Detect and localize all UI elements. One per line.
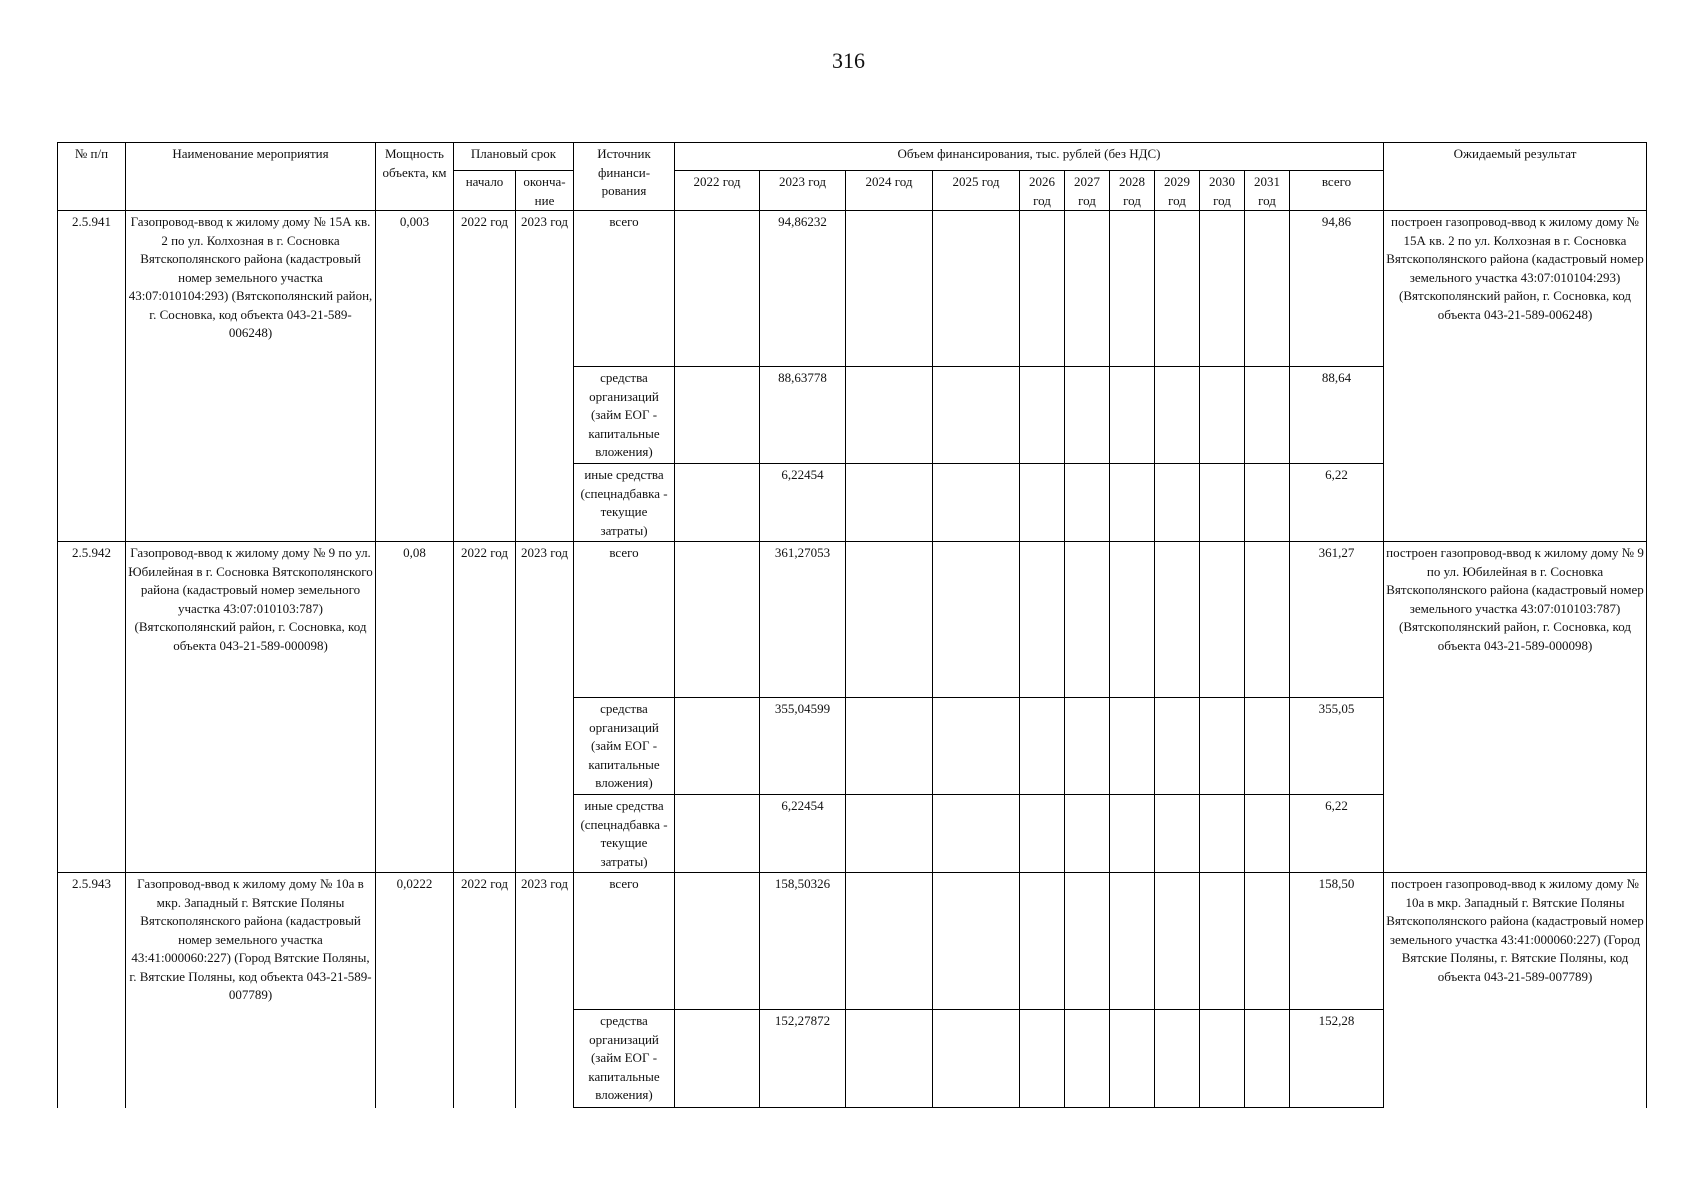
value-empty — [1200, 367, 1245, 464]
value-empty — [933, 464, 1020, 542]
value-empty — [1245, 873, 1290, 1010]
source-label: средства организаций (займ ЕОГ - капитальные вложения) — [574, 367, 675, 464]
header-term: Плановый срок — [454, 143, 574, 171]
header-year: 2028 год — [1110, 171, 1155, 211]
row-start: 2022 год — [454, 873, 516, 1108]
value-empty — [1245, 1010, 1290, 1108]
value-empty — [933, 367, 1020, 464]
value-empty — [1020, 795, 1065, 873]
header-year: 2030 год — [1200, 171, 1245, 211]
value-total: 152,28 — [1290, 1010, 1384, 1108]
value-2023: 361,27053 — [760, 542, 846, 698]
value-empty — [933, 542, 1020, 698]
value-2022 — [675, 873, 760, 1010]
header-result: Ожидаемый результат — [1384, 143, 1647, 211]
value-empty — [1200, 1010, 1245, 1108]
source-label: всего — [574, 873, 675, 1010]
value-empty — [1200, 211, 1245, 367]
value-empty — [846, 873, 933, 1010]
source-label: всего — [574, 211, 675, 367]
table-row — [58, 542, 1647, 698]
value-empty — [1065, 542, 1110, 698]
value-empty — [1110, 698, 1155, 795]
source-label: иные средства (спецнадбавка - текущие затраты) — [574, 795, 675, 873]
value-empty — [1155, 873, 1200, 1010]
value-total: 6,22 — [1290, 795, 1384, 873]
header-name: Наименование мероприятия — [126, 143, 376, 211]
value-empty — [1155, 1010, 1200, 1108]
value-empty — [1110, 367, 1155, 464]
header-year: 2023 год — [760, 171, 846, 211]
row-end: 2023 год — [516, 542, 574, 873]
value-empty — [1110, 464, 1155, 542]
value-empty — [1200, 464, 1245, 542]
value-empty — [1020, 367, 1065, 464]
value-empty — [933, 1010, 1020, 1108]
value-empty — [1065, 1010, 1110, 1108]
value-empty — [933, 873, 1020, 1010]
row-name: Газопровод-ввод к жилому дому № 10а в мкр. Западный г. Вятские Поляны Вятскополянского района (кадастровый номер земельного участка 43:41:000060:227) (Город Вятские Поляны, г. Вятские Поляны, код объекта 043-21-589-007789) — [126, 873, 376, 1108]
value-empty — [1155, 464, 1200, 542]
value-2022 — [675, 698, 760, 795]
value-empty — [1245, 795, 1290, 873]
header-year: 2025 год — [933, 171, 1020, 211]
value-2022 — [675, 464, 760, 542]
value-empty — [1155, 698, 1200, 795]
value-empty — [846, 211, 933, 367]
header-term-start: начало — [454, 171, 516, 211]
header-year: 2029 год — [1155, 171, 1200, 211]
source-label: средства организаций (займ ЕОГ - капитальные вложения) — [574, 698, 675, 795]
value-empty — [1155, 542, 1200, 698]
row-start: 2022 год — [454, 211, 516, 542]
value-2022 — [675, 1010, 760, 1108]
header-year: 2027 год — [1065, 171, 1110, 211]
value-empty — [1020, 542, 1065, 698]
value-empty — [1065, 795, 1110, 873]
value-empty — [1245, 698, 1290, 795]
value-empty — [1155, 367, 1200, 464]
value-empty — [1200, 873, 1245, 1010]
value-empty — [1110, 1010, 1155, 1108]
value-empty — [1110, 211, 1155, 367]
value-empty — [1065, 464, 1110, 542]
value-empty — [1020, 698, 1065, 795]
value-empty — [1245, 464, 1290, 542]
row-number: 2.5.941 — [58, 211, 126, 542]
value-empty — [933, 211, 1020, 367]
value-empty — [1200, 698, 1245, 795]
value-empty — [1110, 542, 1155, 698]
value-empty — [1065, 873, 1110, 1010]
value-empty — [846, 464, 933, 542]
value-empty — [1020, 211, 1065, 367]
value-empty — [1200, 795, 1245, 873]
header-source: Источник финанси- рования — [574, 143, 675, 211]
row-name: Газопровод-ввод к жилому дому № 9 по ул. Юбилейная в г. Сосновка Вятскополянского района (кадастровый номер земельного участка 43:07:010103:787) (Вятскополянский район, г. Сосновка, код объекта 043-21-589-000098) — [126, 542, 376, 873]
row-result: построен газопровод-ввод к жилому дому № 9 по ул. Юбилейная в г. Сосновка Вятскополянского района (кадастровый номер земельного участка 43:07:010103:787) (Вятскополянский район, г. Сосновка, код объекта 043-21-589-000098) — [1384, 542, 1647, 873]
row-end: 2023 год — [516, 211, 574, 542]
value-2023: 152,27872 — [760, 1010, 846, 1108]
row-end: 2023 год — [516, 873, 574, 1108]
row-start: 2022 год — [454, 542, 516, 873]
header-total: всего — [1290, 171, 1384, 211]
header-volume: Объем финансирования, тыс. рублей (без НДС) — [675, 143, 1384, 171]
row-number: 2.5.942 — [58, 542, 126, 873]
source-label: иные средства (спецнадбавка - текущие затраты) — [574, 464, 675, 542]
row-result: построен газопровод-ввод к жилому дому № 15А кв. 2 по ул. Колхозная в г. Сосновка Вятскополянского района (кадастровый номер земельного участка 43:07:010104:293) (Вятскополянский район, г. Сосновка, код объекта 043-21-589-006248) — [1384, 211, 1647, 542]
value-empty — [1245, 211, 1290, 367]
value-empty — [846, 698, 933, 795]
value-empty — [1245, 542, 1290, 698]
value-empty — [1020, 464, 1065, 542]
value-2023: 158,50326 — [760, 873, 846, 1010]
value-2023: 94,86232 — [760, 211, 846, 367]
row-capacity: 0,003 — [376, 211, 454, 542]
value-2022 — [675, 367, 760, 464]
value-2023: 355,04599 — [760, 698, 846, 795]
value-2023: 6,22454 — [760, 464, 846, 542]
value-total: 158,50 — [1290, 873, 1384, 1010]
value-total: 355,05 — [1290, 698, 1384, 795]
value-empty — [1245, 367, 1290, 464]
value-total: 361,27 — [1290, 542, 1384, 698]
row-number: 2.5.943 — [58, 873, 126, 1108]
value-empty — [846, 367, 933, 464]
value-total: 6,22 — [1290, 464, 1384, 542]
value-total: 88,64 — [1290, 367, 1384, 464]
source-label: средства организаций (займ ЕОГ - капитальные вложения) — [574, 1010, 675, 1108]
value-empty — [1155, 795, 1200, 873]
table-row — [58, 873, 1647, 1010]
value-total: 94,86 — [1290, 211, 1384, 367]
header-term-end: оконча- ние — [516, 171, 574, 211]
financing-table — [57, 142, 1647, 1108]
header-year: 2022 год — [675, 171, 760, 211]
header-year: 2024 год — [846, 171, 933, 211]
value-empty — [846, 542, 933, 698]
source-label: всего — [574, 542, 675, 698]
value-empty — [1155, 211, 1200, 367]
value-empty — [1065, 367, 1110, 464]
value-2023: 88,63778 — [760, 367, 846, 464]
value-empty — [933, 795, 1020, 873]
header-num: № п/п — [58, 143, 126, 211]
row-capacity: 0,08 — [376, 542, 454, 873]
value-empty — [1020, 1010, 1065, 1108]
row-name: Газопровод-ввод к жилому дому № 15А кв. 2 по ул. Колхозная в г. Сосновка Вятскополянского района (кадастровый номер земельного участка 43:07:010104:293) (Вятскополянский район, г. Сосновка, код объекта 043-21-589-006248) — [126, 211, 376, 542]
value-empty — [1065, 211, 1110, 367]
value-empty — [1110, 873, 1155, 1010]
value-empty — [1200, 542, 1245, 698]
header-capacity: Мощность объекта, км — [376, 143, 454, 211]
row-capacity: 0,0222 — [376, 873, 454, 1108]
value-empty — [846, 795, 933, 873]
value-empty — [1020, 873, 1065, 1010]
value-2022 — [675, 795, 760, 873]
value-2023: 6,22454 — [760, 795, 846, 873]
table-row — [58, 211, 1647, 367]
header-year: 2031 год — [1245, 171, 1290, 211]
value-2022 — [675, 542, 760, 698]
value-empty — [933, 698, 1020, 795]
value-2022 — [675, 211, 760, 367]
page-number: 316 — [832, 48, 865, 73]
row-result: построен газопровод-ввод к жилому дому № 10а в мкр. Западный г. Вятские Поляны Вятскополянского района (кадастровый номер земельного участка 43:41:000060:227) (Город Вятские Поляны, г. Вятские Поляны, код объекта 043-21-589-007789) — [1384, 873, 1647, 1108]
value-empty — [846, 1010, 933, 1108]
value-empty — [1110, 795, 1155, 873]
value-empty — [1065, 698, 1110, 795]
header-year: 2026 год — [1020, 171, 1065, 211]
